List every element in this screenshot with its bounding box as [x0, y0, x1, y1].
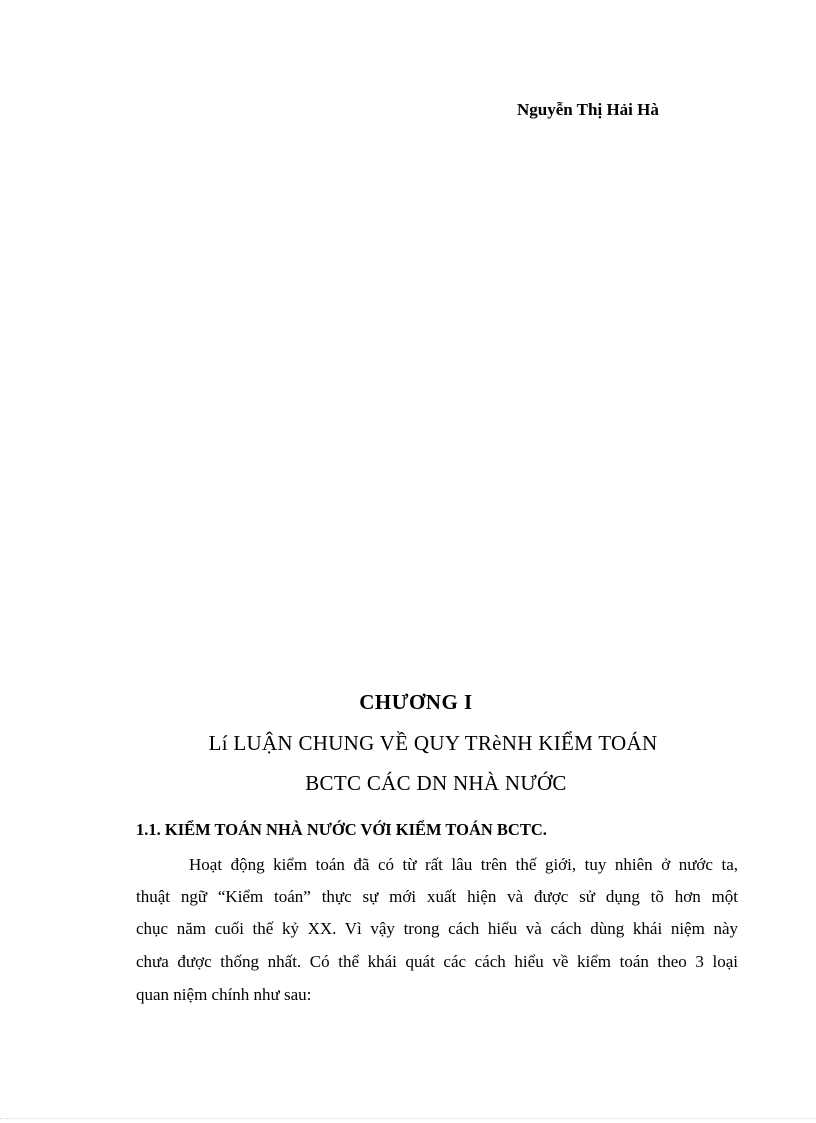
section-heading: 1.1. KIỂM TOÁN NHÀ NƯỚC VỚI KIỂM TOÁN BCTC.: [136, 820, 547, 839]
page-bottom-divider: [0, 1118, 816, 1119]
paragraph-line: Hoạt động kiểm toán đã có từ rất lâu trên thế giới, tuy nhiên ở nước ta,: [189, 855, 738, 874]
chapter-title-line-1: Lí LUẬN CHUNG VỀ QUY TRèNH KIỂM TOÁN: [208, 731, 658, 755]
paragraph-line: chục năm cuối thế kỷ XX. Vì vậy trong cách hiểu và cách dùng khái niệm này: [136, 919, 738, 938]
paragraph-line: thuật ngữ “Kiểm toán” thực sự mới xuất hiện và được sử dụng tõ hơn một: [136, 887, 738, 906]
header-author-name: Nguyễn Thị Hải Hà: [517, 100, 659, 119]
chapter-title-line-2: BCTC CÁC DN NHÀ NƯỚC: [305, 771, 567, 795]
chapter-label: CHƯƠNG I: [359, 690, 473, 714]
paragraph-line: quan niệm chính như sau:: [136, 985, 312, 1004]
paragraph-line: chưa được thống nhất. Có thể khái quát các cách hiểu về kiểm toán theo 3 loại: [136, 952, 738, 971]
